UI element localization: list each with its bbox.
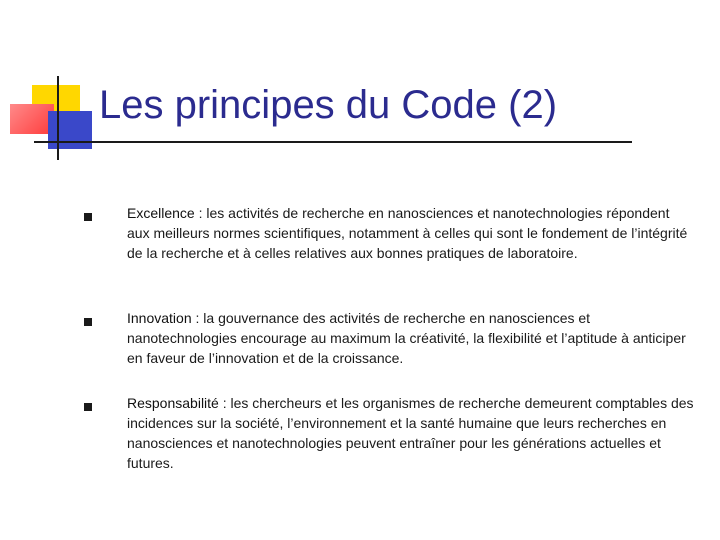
principle-description: : les activités de recherche en nanosciences et nanotechnologies répondent aux meilleurs normes scientifiques, notamment à celles qui sont le fondement de l’intégrité de la recherche et à celles relatives aux bonnes pratiques de laboratoire. — [127, 205, 688, 261]
square-bullet-icon — [84, 318, 92, 326]
square-bullet-icon — [84, 403, 92, 411]
principle-term: Excellence — [127, 205, 195, 221]
square-bullet-icon — [84, 213, 92, 221]
principle-description: : les chercheurs et les organismes de recherche demeurent comptables des incidences sur la société, l’environnement et la santé humaine que leurs recherches en nanosciences et nanotechnologies peuvent entraîner pour les générations actuelles et futures. — [127, 395, 694, 471]
slide-title: Les principes du Code (2) — [99, 83, 558, 127]
list-item-text — [127, 308, 695, 368]
list-item-text — [127, 203, 695, 263]
principle-description: : la gouvernance des activités de recherche en nanosciences et nanotechnologies encourage au maximum la créativité, la flexibilité et l’aptitude à anticiper en faveur de l’innovation et de la croissance. — [127, 310, 686, 366]
principle-term: Innovation — [127, 310, 192, 326]
list-item-text — [127, 393, 695, 473]
principle-term: Responsabilité — [127, 395, 219, 411]
